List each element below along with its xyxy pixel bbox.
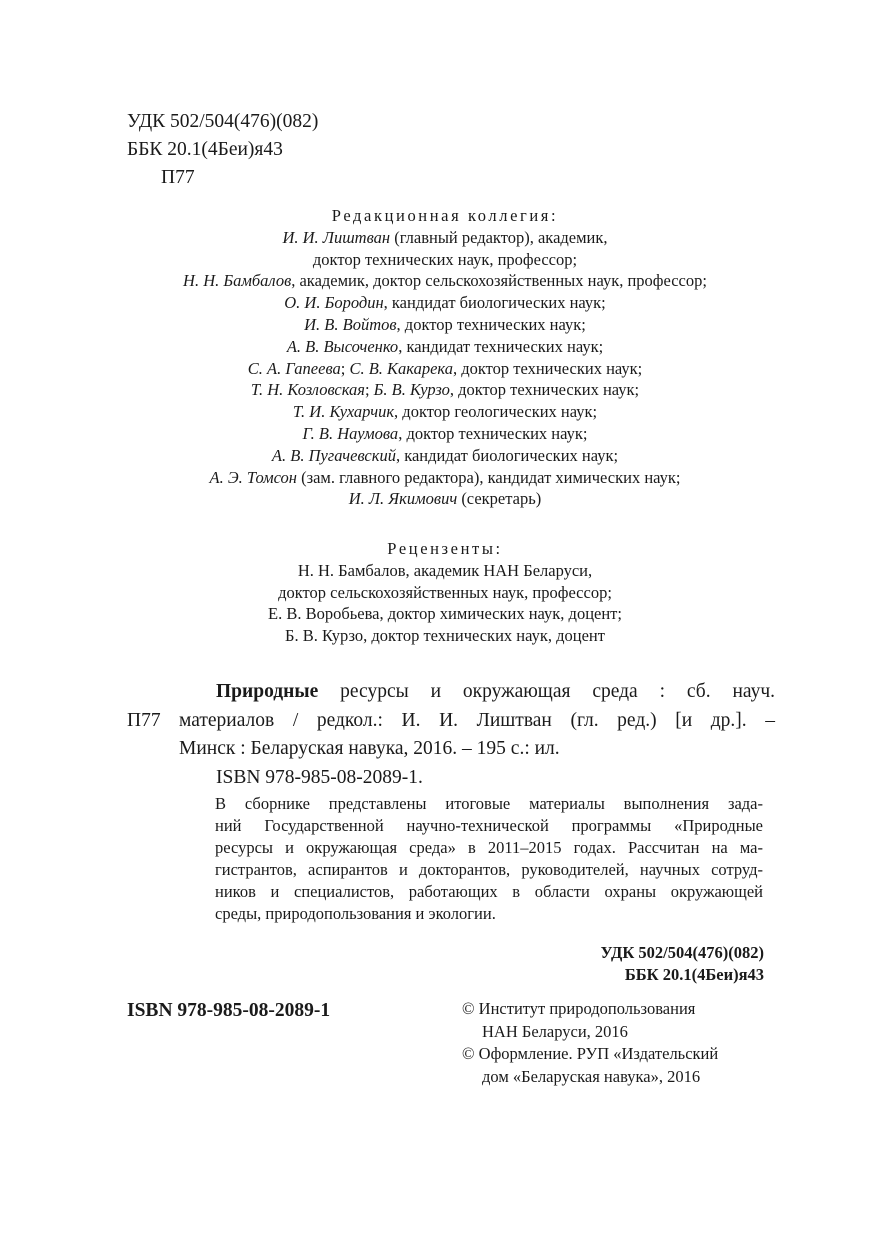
copyright-line: дом «Беларуская навука», 2016 xyxy=(482,1066,701,1086)
bibliographic-record xyxy=(127,678,775,792)
board-member-name: О. И. Бородин xyxy=(284,293,384,313)
editorial-board xyxy=(0,205,875,510)
annotation-line: ресурсы и окружающая среда» в 2011–2015 годах. Рассчитан на ма- xyxy=(215,838,763,857)
board-member-info: , академик, доктор сельскохозяйственных наук, профессор; xyxy=(291,271,707,291)
board-member-line xyxy=(0,314,875,336)
board-member-line xyxy=(0,467,875,489)
bbk-code-bottom: ББК 20.1(4Беи)я43 xyxy=(624,965,764,984)
board-member-name: А. В. Пугачевский xyxy=(271,445,396,465)
board-member-name: Т. Н. Козловская xyxy=(250,380,365,400)
board-member-name: Т. И. Кухарчик xyxy=(292,402,395,422)
copyright-notice xyxy=(462,998,718,1088)
reviewer-line: Б. В. Курзо, доктор технических наук, доцент xyxy=(285,626,605,646)
board-member-line xyxy=(0,488,875,510)
udk-code-bottom: УДК 502/504(476)(082) xyxy=(600,943,764,962)
biblio-line-2: П77 материалов / редкол.: И. И. Лиштван (гл. ред.) [и др.]. – xyxy=(127,707,775,736)
isbn: ISBN 978-985-08-2089-1 xyxy=(127,1000,331,1021)
reviewer-line: доктор сельскохозяйственных наук, профессор; xyxy=(278,582,612,602)
board-member-name: А. Э. Томсон xyxy=(209,467,297,487)
board-member-name: И. И. Лиштван xyxy=(282,227,391,247)
board-member-line xyxy=(0,445,875,467)
board-member-info: , доктор геологических наук; xyxy=(394,402,598,422)
board-member-line: С. А. Гапеева; С. В. Какарека, доктор технических наук; xyxy=(247,358,643,378)
copyright-line: © Институт природопользования xyxy=(462,999,696,1018)
board-member-info: (секретарь) xyxy=(457,489,542,509)
copyright-line: НАН Беларуси, 2016 xyxy=(482,1021,628,1041)
classification-codes-bottom xyxy=(601,942,764,986)
board-member-info: , кандидат технических наук; xyxy=(398,336,604,356)
editorial-board-heading: Редакционная коллегия: xyxy=(331,206,559,225)
board-member-info: , доктор технических наук; xyxy=(398,423,588,443)
biblio-line-4: ISBN 978-985-08-2089-1. xyxy=(216,766,423,788)
board-member-info: , кандидат биологических наук; xyxy=(395,445,619,465)
board-member-info: доктор технических наук, профессор; xyxy=(312,249,578,269)
board-member-name: Н. Н. Бамбалов xyxy=(183,271,292,291)
board-member-info: (главный редактор), академик, xyxy=(390,227,608,247)
annotation-line: гистрантов, аспирантов и докторантов, руководителей, научных сотруд- xyxy=(215,860,763,879)
board-member-name: Г. В. Наумова xyxy=(302,423,399,443)
biblio-title-bold: Природные xyxy=(216,681,319,702)
biblio-line-1: Природные ресурсы и окружающая среда : сб. науч. xyxy=(216,681,775,702)
board-member-name: А. В. Высоченко xyxy=(286,336,399,356)
board-member-name: Б. В. Курзо xyxy=(373,380,450,400)
board-member-line xyxy=(0,270,875,292)
board-member-info: (зам. главного редактора), кандидат химических наук; xyxy=(296,467,681,487)
board-member-name: С. В. Какарека xyxy=(349,358,453,378)
author-cipher: П77 xyxy=(161,167,195,188)
udk-code: УДК 502/504(476)(082) xyxy=(127,111,319,132)
annotation-line: ников и специалистов, работающих в области охраны окружающей xyxy=(215,882,763,901)
reviewer-line: Е. В. Воробьева, доктор химических наук, доцент; xyxy=(268,604,622,624)
board-member-info: , кандидат биологических наук; xyxy=(383,293,606,313)
board-member-line xyxy=(0,401,875,423)
annotation-line: среды, природопользования и экологии. xyxy=(215,904,496,923)
board-member-line xyxy=(0,423,875,445)
bbk-code: ББК 20.1(4Беи)я43 xyxy=(127,139,283,160)
board-member-line xyxy=(0,227,875,249)
annotation-line: В сборнике представлены итоговые материалы выполнения зада- xyxy=(215,794,763,813)
board-member-info: , доктор технических наук; xyxy=(452,358,643,378)
board-member-line: Т. Н. Козловская; Б. В. Курзо, доктор технических наук; xyxy=(250,380,640,400)
reviewer-line: Н. Н. Бамбалов, академик НАН Беларуси, xyxy=(297,560,593,580)
biblio-cipher: П77 xyxy=(127,709,161,731)
classification-codes-top xyxy=(127,108,318,192)
board-member-line xyxy=(0,292,875,314)
board-member-info: , доктор технических наук; xyxy=(396,314,586,334)
board-member-line xyxy=(0,336,875,358)
board-member-info: , доктор технических наук; xyxy=(449,380,640,400)
board-member-name: И. Л. Якимович xyxy=(348,489,458,509)
board-member-name: С. А. Гапеева xyxy=(247,358,341,378)
annotation-line: ний Государственной научно-технической программы «Природные xyxy=(215,816,763,835)
reviewers xyxy=(0,538,875,647)
board-member-name: И. В. Войтов xyxy=(304,314,397,334)
annotation xyxy=(215,793,763,925)
biblio-line-3: Минск : Беларуская навука, 2016. – 195 с.: ил. xyxy=(179,738,560,759)
copyright-line: © Оформление. РУП «Издательский xyxy=(462,1044,719,1063)
board-member-line xyxy=(0,249,875,271)
reviewers-heading: Рецензенты: xyxy=(387,539,503,558)
